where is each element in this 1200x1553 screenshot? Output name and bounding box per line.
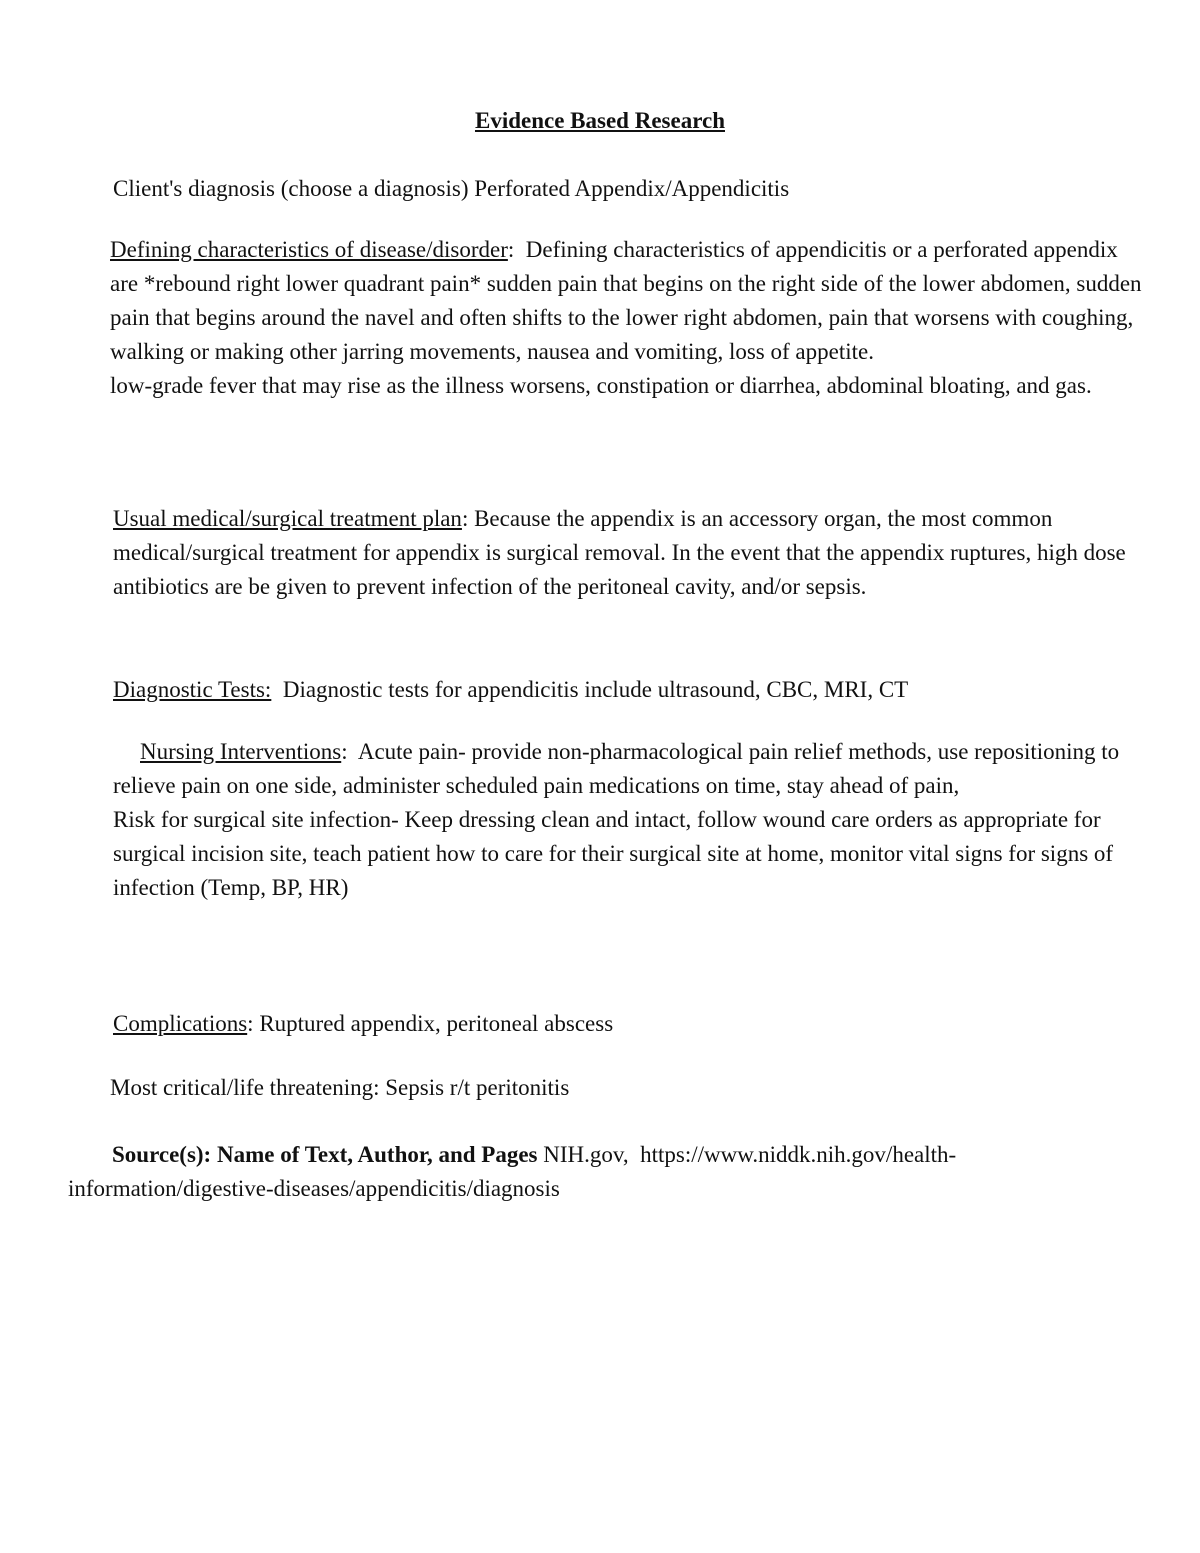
diagnosis-label: Client's diagnosis (choose a diagnosis): [113, 176, 469, 201]
diagnosis-line: [113, 172, 1153, 206]
defining-text-2: low-grade fever that may rise as the illness worsens, constipation or diarrhea, abdominal bloating, and gas.: [110, 373, 1092, 398]
treatment-heading: Usual medical/surgical treatment plan: [113, 506, 462, 531]
sources-value: NIH.gov,: [543, 1142, 629, 1167]
sources-link[interactable]: https://www.niddk.nih.gov/health-information/digestive-diseases/appendicitis/diagnosis: [68, 1142, 957, 1201]
nursing-text-2: Risk for surgical site infection- Keep dressing clean and intact, follow wound care orders as appropriate for surgical incision site, teach patient how to care for their surgical site at home, monitor vital signs for signs of infection (Temp, BP, HR): [113, 807, 1114, 900]
complications-section: Complications: Ruptured appendix, peritoneal abscess: [113, 1011, 614, 1036]
diagnosis-value: Perforated Appendix/Appendicitis: [474, 176, 790, 201]
nursing-heading: Nursing Interventions: [140, 739, 342, 764]
nursing-text: Acute pain- provide non-pharmacological pain relief methods, use repositioning to relieve pain on one side, administer scheduled pain medications on time, stay ahead of pain,: [113, 739, 1120, 798]
treatment-section: Usual medical/surgical treatment plan: Because the appendix is an accessory organ, the most common medical/surgical treatment for appendix is surgical removal. In the event that the appendix ruptures, high dose antibiotics are be given to prevent infection of the peritoneal cavity, and/or sepsis.: [113, 506, 1126, 599]
nursing-section: Nursing Interventions: Acute pain- provide non-pharmacological pain relief methods, use repositioning to relieve pain on one side, administer scheduled pain medications on time, stay ahead of pain, Risk for surgical site infection- Keep dressing clean and intact, follow wound care orders as appropriate for surgical incision site, teach patient how to care for their surgical site at home, monitor vital signs for signs of infection (Temp, BP, HR): [113, 735, 1153, 905]
defining-heading: Defining characteristics of disease/disorder: [110, 237, 508, 262]
defining-section: Defining characteristics of disease/disorder: Defining characteristics of appendicitis or a perforated appendix are *rebound right lower quadrant pain* sudden pain that begins on the right side of the lower abdomen, sudden pain that begins around the navel and often shifts to the lower right abdomen, pain that worsens with coughing, walking or making other jarring movements, nausea and vomiting, loss of appetite. low-grade fever that may rise as the illness worsens, constipation or diarrhea, abdominal bloating, and gas.: [110, 233, 1150, 403]
diagnostic-text: Diagnostic tests for appendicitis include ultrasound, CBC, MRI, CT: [282, 677, 909, 702]
diagnostic-section: [113, 673, 1153, 707]
critical-text: Most critical/life threatening: Sepsis r/t peritonitis: [110, 1075, 570, 1100]
critical-section: [110, 1071, 1150, 1105]
page-title: Evidence Based Research: [474, 108, 725, 133]
diagnostic-heading: Diagnostic Tests:: [113, 677, 272, 702]
sources-section: [68, 1138, 1153, 1206]
treatment-text: Because the appendix is an accessory organ, the most common medical/surgical treatment for appendix is surgical removal. In the event that the appendix ruptures, high dose antibiotics are be given to prevent infection of the peritoneal cavity, and/or sepsis.: [113, 506, 1126, 599]
complications-heading: Complications: [113, 1011, 248, 1036]
defining-text: Defining characteristics of appendicitis or a perforated appendix are *rebound right lower quadrant pain* sudden pain that begins on the right side of the lower abdomen, sudden pain that begins around the navel and often shifts to the lower right abdomen, pain that worsens with coughing, walking or making other jarring movements, nausea and vomiting, loss of appetite.: [110, 237, 1142, 364]
complications-text: Ruptured appendix, peritoneal abscess: [259, 1011, 614, 1036]
sources-label: Source(s): Name of Text, Author, and Pages: [112, 1142, 538, 1167]
